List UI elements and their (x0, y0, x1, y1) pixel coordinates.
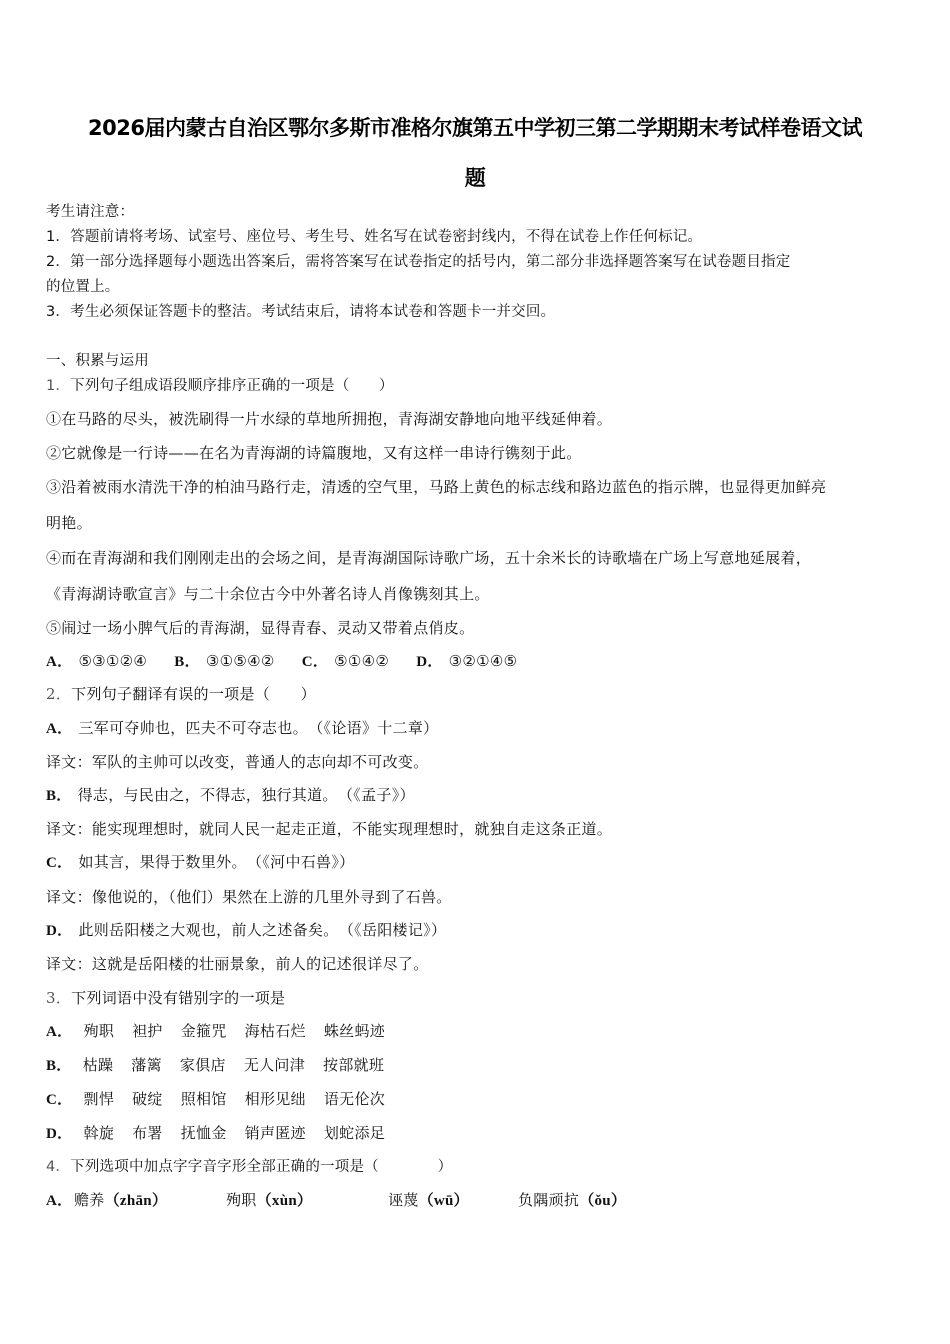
q2-option-b-translation: 译文：能实现理想时，就同人民一起走正道，不能实现理想时，就独自走这条正道。 (46, 820, 613, 838)
notice-item-3: 3．考生必须保证答题卡的整洁。考试结束后，请将本试卷和答题卡一并交回。 (46, 304, 556, 320)
section-heading: 一、积累与运用 (46, 353, 149, 369)
q1-option-d[interactable]: D． ③②①④⑤ (416, 652, 518, 670)
q4-a-item-2: 殉职（xùn） (226, 1191, 313, 1209)
q1-option-a[interactable]: A． ⑤③①②④ (46, 652, 148, 670)
notice-item-2-cont: 的位置上。 (46, 279, 120, 295)
q1-sentence-5: ⑤闹过一场小脾气后的青海湖，显得青春、灵动又带着点俏皮。 (46, 619, 475, 637)
q2-option-b[interactable]: B． 得志，与民由之，不得志，独行其道。 （《孟子》） (46, 786, 415, 804)
notice-item-2: 2．第一部分选择题每小题选出答案后，需将答案写在试卷指定的括号内，第二部分非选择题答案写在试卷题目指定 (46, 254, 791, 270)
question-text: 下列词语中没有错别字的一项是 (71, 989, 286, 1007)
q3-option-b[interactable]: B． 枯躁 藩篱 家俱店 无人问津 按部就班 (46, 1056, 385, 1074)
question-number: 3． (46, 989, 72, 1007)
document-title-line1: 2026届内蒙古自治区鄂尔多斯市准格尔旗第五中学初三第二学期期末考试样卷语文试 (88, 116, 862, 140)
question-3-stem (46, 988, 285, 1008)
q1-option-c[interactable]: C． ⑤①④② (301, 652, 390, 670)
q2-option-c[interactable]: C． 如其言，果得于数里外。 （《河中石兽》） (46, 853, 355, 871)
q1-sentence-1: ①在马路的尽头，被洗刷得一片水绿的草地所拥抱，青海湖安静地向地平线延伸着。 (46, 410, 613, 428)
q1-sentence-3: ③沿着被雨水清洗干净的柏油马路行走，清透的空气里，马路上黄色的标志线和路边蓝色的指示牌，也显得更加鲜亮 (46, 478, 827, 496)
q1-sentence-4-cont: 《青海湖诗歌宣言》与二十余位古今中外著名诗人肖像镌刻其上。 (46, 585, 490, 603)
q4-a-item-3: 诬蔑（wū） (388, 1191, 469, 1209)
q4-option-a[interactable]: A． 赡养（zhān） 殉职（xùn） 诬蔑（wū） 负隅顽抗（ǒu） (46, 1191, 627, 1209)
question-text: 下列句子翻译有误的一项是（ ） (71, 685, 316, 703)
q1-sentence-2: ②它就像是一行诗——在名为青海湖的诗篇腹地，又有这样一串诗行镌刻于此。 (46, 444, 582, 462)
q1-option-b[interactable]: B． ③①⑤④② (174, 652, 275, 670)
q2-option-d-translation: 译文：这就是岳阳楼的壮丽景象，前人的记述很详尽了。 (46, 955, 429, 973)
q2-option-a[interactable]: A． 三军可夺帅也，匹夫不可夺志也。 （《论语》十二章） (46, 719, 439, 737)
question-text: 下列选项中加点字字音字形全部正确的一项是（ ） (70, 1159, 453, 1175)
q3-option-d[interactable]: D． 斡旋 布署 抚恤金 销声匿迹 划蛇添足 (46, 1124, 386, 1142)
question-number: 2． (46, 685, 72, 703)
question-1-stem (46, 376, 394, 396)
q4-a-item-1: 赡养（zhān） (74, 1191, 168, 1209)
question-4-stem (46, 1157, 452, 1177)
q1-options (46, 651, 539, 672)
q1-sentence-3-cont: 明艳。 (46, 514, 92, 532)
q3-option-a[interactable]: A． 殉职 袒护 金箍咒 海枯石烂 蛛丝蚂迹 (46, 1022, 386, 1040)
notice-item-1: 1．答题前请将考场、试室号、座位号、考生号、姓名写在试卷密封线内，不得在试卷上作任何标记。 (46, 229, 703, 245)
question-text: 下列句子组成语段顺序排序正确的一项是（ ） (70, 378, 394, 394)
q3-option-c[interactable]: C． 剽悍 破绽 照相馆 相形见绌 语无伦次 (46, 1090, 386, 1108)
notice-heading: 考生请注意： (46, 204, 135, 220)
q2-option-c-translation: 译文：像他说的，（他们）果然在上游的几里外寻到了石兽。 (46, 888, 452, 906)
document-title-line2: 题 (464, 166, 486, 190)
question-2-stem (46, 684, 316, 704)
q4-a-item-4: 负隅顽抗（ǒu） (518, 1191, 627, 1209)
q2-option-a-translation: 译文：军队的主帅可以改变，普通人的志向却不可改变。 (46, 753, 429, 771)
question-number: 1． (46, 378, 71, 394)
question-number: 4． (46, 1159, 71, 1175)
q1-sentence-4: ④而在青海湖和我们刚刚走出的会场之间，是青海湖国际诗歌广场，五十余米长的诗歌墙在广场上写意地延展着， (46, 549, 812, 567)
q2-option-d[interactable]: D． 此则岳阳楼之大观也，前人之述备矣。 （《岳阳楼记》） (46, 921, 447, 939)
